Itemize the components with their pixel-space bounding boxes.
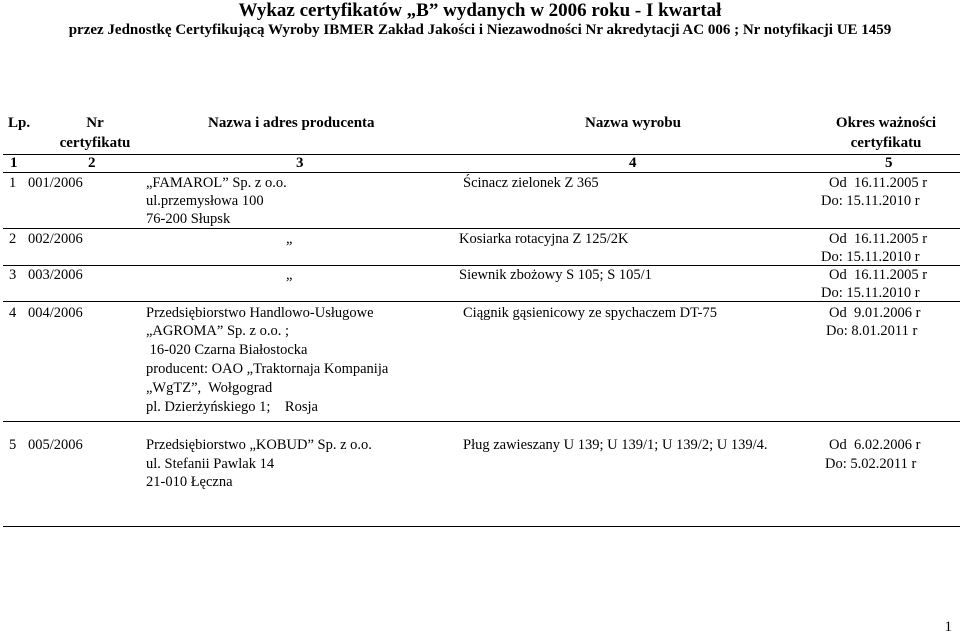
row-5-valid-to: Do: 5.02.2011 r [825, 456, 917, 472]
row-2-valid-from: Od 16.11.2005 r [829, 231, 928, 247]
row-2-product: Kosiarka rotacyjna Z 125/2K [459, 231, 629, 247]
row-3-producer-ditto: „ [286, 267, 293, 283]
column-number-2: 2 [88, 155, 96, 171]
row-5-lp: 5 [9, 437, 17, 453]
row-1-producer-line-2: ul.przemysłowa 100 [146, 193, 264, 209]
header-divider [3, 154, 960, 155]
column-number-5: 5 [885, 155, 893, 171]
column-number-3: 3 [296, 155, 304, 171]
row-1-producer-line-1: „FAMAROL” Sp. z o.o. [146, 175, 287, 191]
row-4-valid-from: Od 9.01.2006 r [829, 305, 921, 321]
row-4-producer-line-2: „AGROMA” Sp. z o.o. ; [146, 323, 289, 339]
page-number: 1 [944, 619, 952, 635]
row-5-product: Pług zawieszany U 139; U 139/1; U 139/2; U 139/4. [463, 437, 768, 453]
row-4-producer-line-1: Przedsiębiorstwo Handlowo-Usługowe [146, 305, 374, 321]
row-2-lp: 2 [9, 231, 17, 247]
row-5-producer-line-2: ul. Stefanii Pawlak 14 [146, 456, 275, 472]
header-nr-line2: certyfikatu [59, 135, 131, 151]
row-4-producer-line-3: 16-020 Czarna Białostocka [146, 342, 308, 358]
row-1-producer-line-3: 76-200 Słupsk [146, 211, 231, 227]
row-4-valid-to: Do: 8.01.2011 r [826, 323, 918, 339]
row-1-certificate-number: 001/2006 [28, 175, 83, 191]
row-1-divider [3, 228, 960, 229]
row-3-divider [3, 301, 960, 302]
column-number-divider [3, 172, 960, 173]
row-4-producer-line-4: producent: OAO „Traktornaja Kompanija [146, 361, 389, 377]
row-5-valid-from: Od 6.02.2006 r [829, 437, 921, 453]
row-2-producer-ditto: „ [286, 231, 293, 247]
row-3-lp: 3 [9, 267, 17, 283]
header-product: Nazwa wyrobu [585, 115, 681, 131]
row-2-certificate-number: 002/2006 [28, 231, 83, 247]
document-title: Wykaz certyfikatów „B” wydanych w 2006 roku - I kwartał [238, 0, 722, 21]
row-3-product: Siewnik zbożowy S 105; S 105/1 [459, 267, 652, 283]
header-nr-line1: Nr [86, 115, 104, 131]
row-4-producer-line-6: pl. Dzierżyńskiego 1; Rosja [146, 399, 318, 415]
row-1-valid-from: Od 16.11.2005 r [829, 175, 928, 191]
row-4-producer-line-5: „WgTZ”, Wołgograd [146, 380, 273, 396]
column-number-4: 4 [629, 155, 637, 171]
row-5-producer-line-3: 21-010 Łęczna [146, 474, 233, 490]
row-3-certificate-number: 003/2006 [28, 267, 83, 283]
row-5-producer-line-1: Przedsiębiorstwo „KOBUD” Sp. z o.o. [146, 437, 372, 453]
header-validity-line2: certyfikatu [850, 135, 922, 151]
document-subtitle: przez Jednostkę Certyfikującą Wyroby IBMER Zakład Jakości i Niezawodności Nr akredytacji AC 006 ; Nr notyfikacji UE 1459 [68, 22, 892, 38]
row-1-valid-to: Do: 15.11.2010 r [821, 193, 920, 209]
row-3-valid-to: Do: 15.11.2010 r [821, 285, 920, 301]
row-5-divider [3, 526, 960, 527]
row-5-certificate-number: 005/2006 [28, 437, 83, 453]
header-lp: Lp. [8, 115, 31, 131]
row-3-valid-from: Od 16.11.2005 r [829, 267, 928, 283]
row-2-valid-to: Do: 15.11.2010 r [821, 249, 920, 265]
header-producer: Nazwa i adres producenta [208, 115, 375, 131]
column-number-1: 1 [10, 155, 18, 171]
row-4-certificate-number: 004/2006 [28, 305, 83, 321]
row-4-lp: 4 [9, 305, 17, 321]
row-1-product: Ścinacz zielonek Z 365 [463, 175, 599, 191]
row-4-divider [3, 421, 960, 422]
row-1-lp: 1 [9, 175, 17, 191]
header-validity-line1: Okres ważności [835, 115, 937, 131]
row-4-product: Ciągnik gąsienicowy ze spychaczem DT-75 [463, 305, 717, 321]
